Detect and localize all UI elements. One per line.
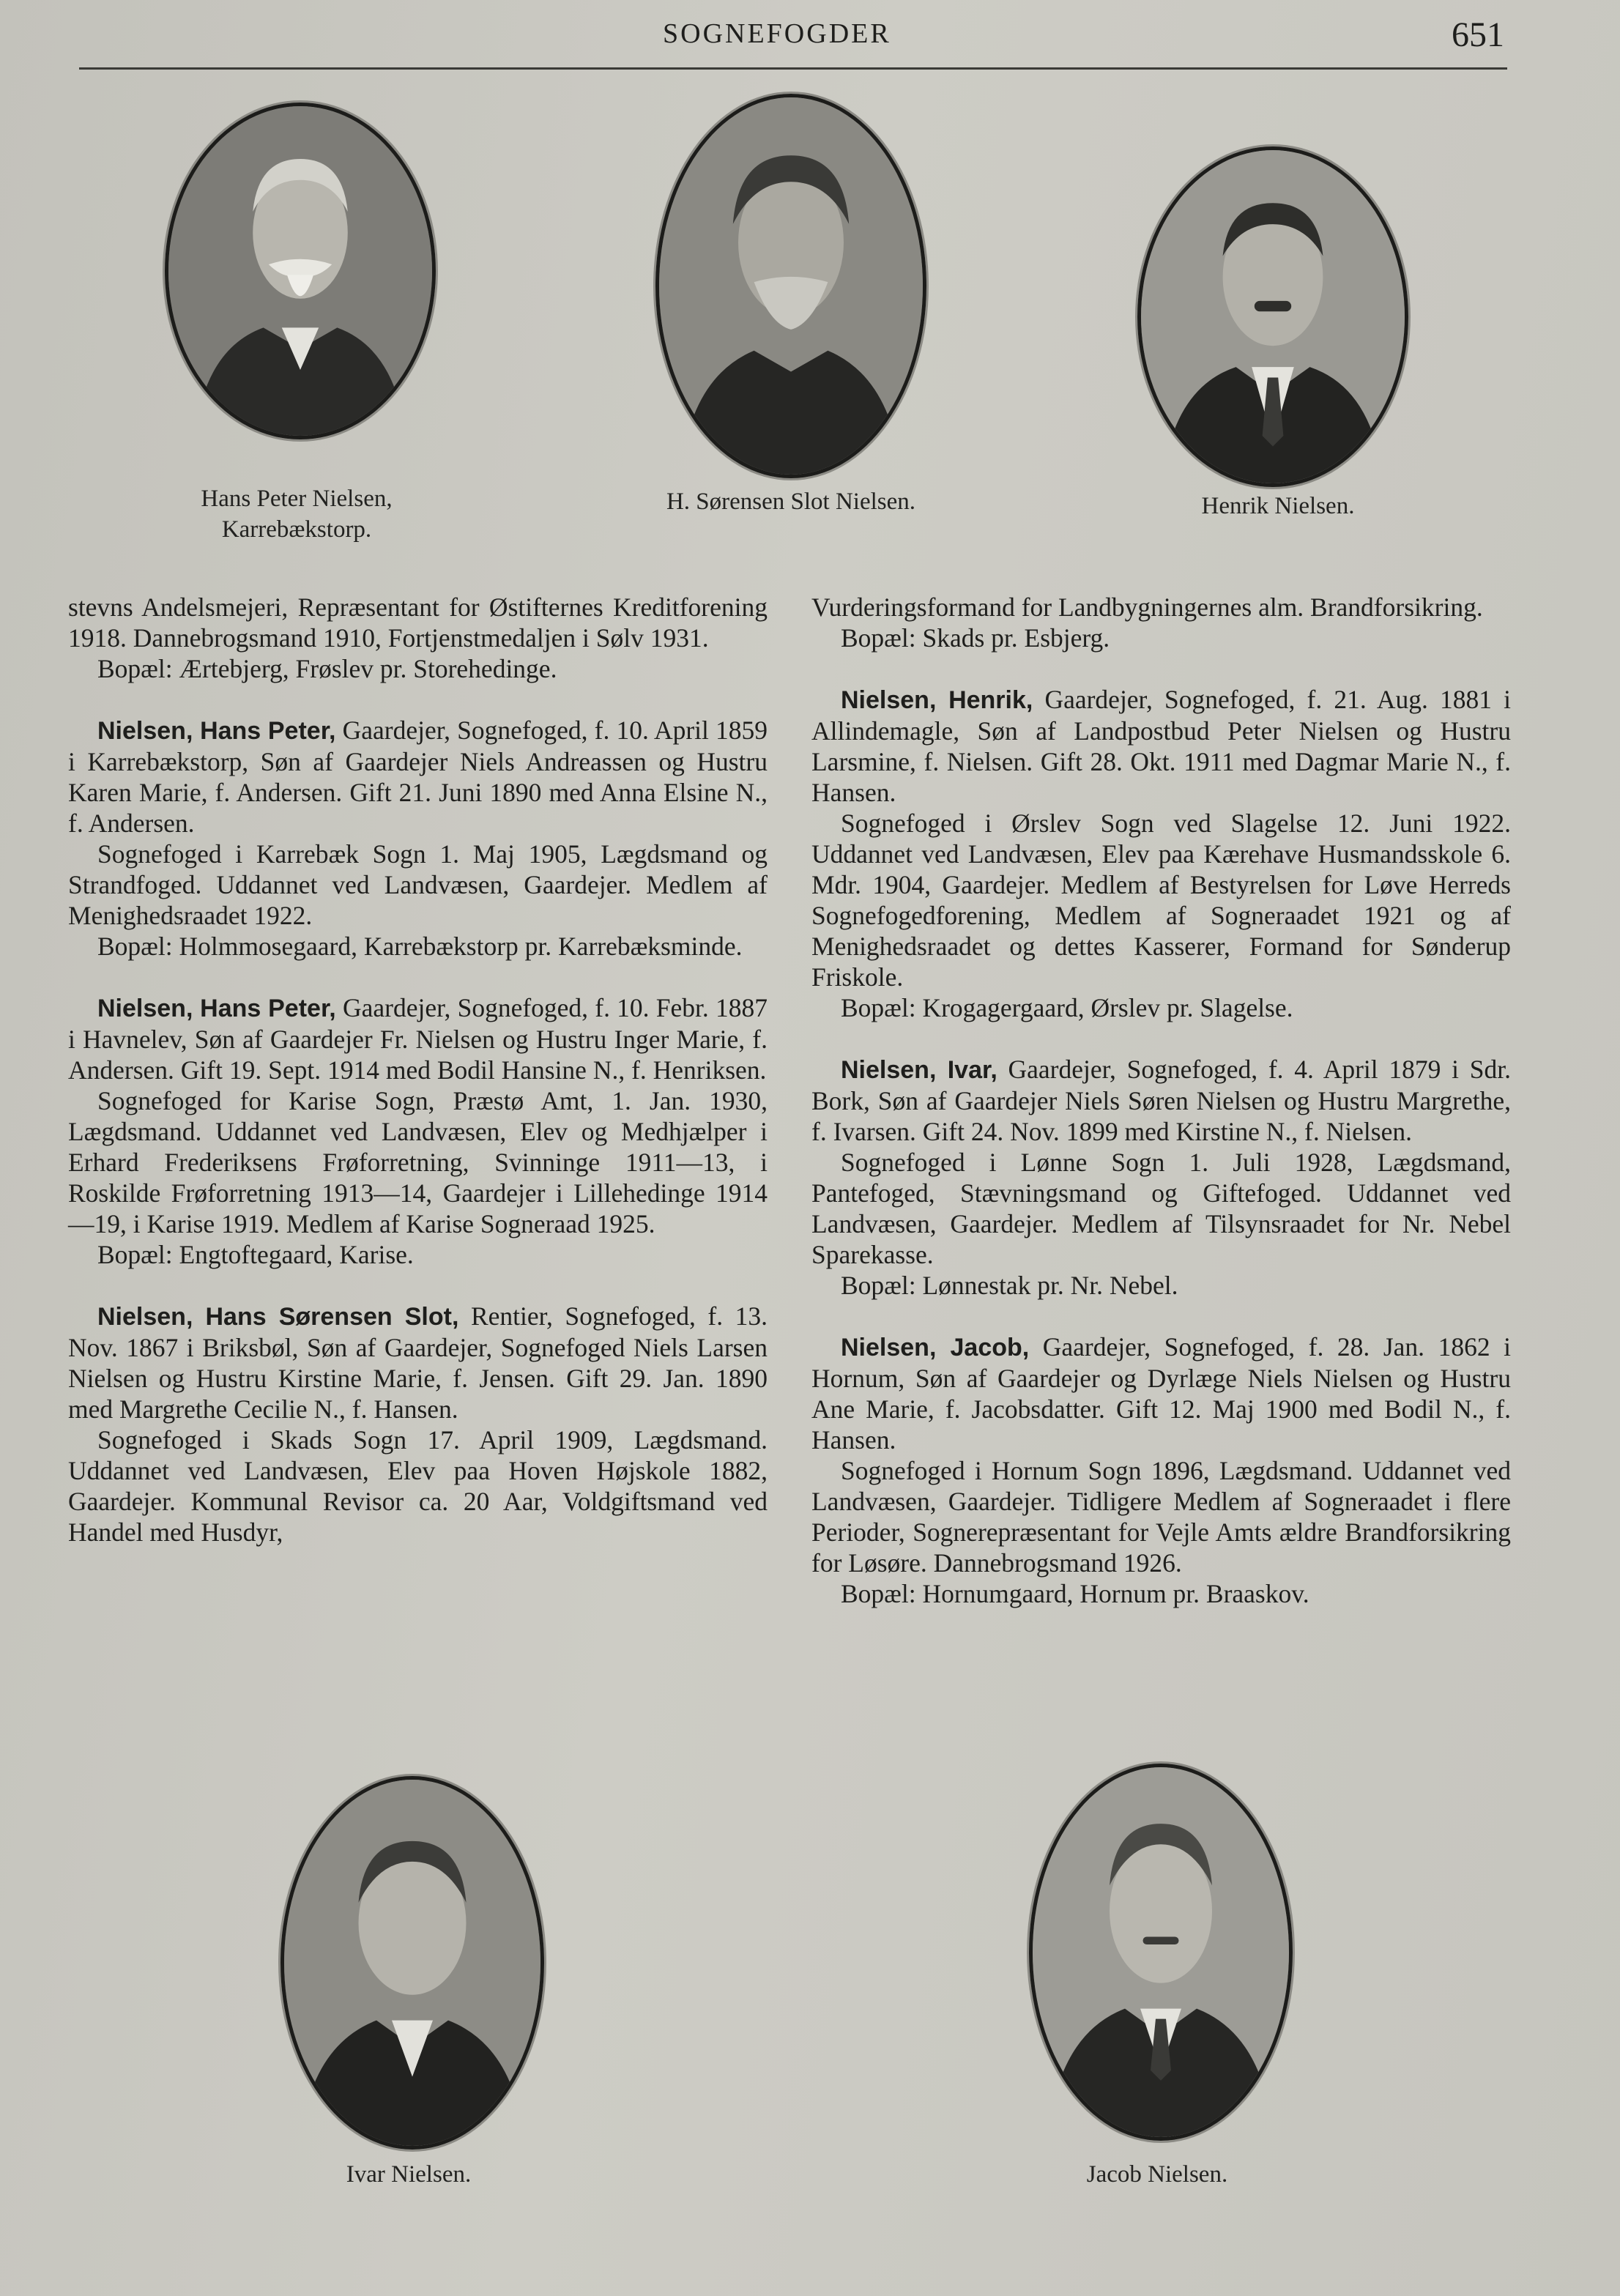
header-rule — [79, 67, 1507, 70]
portrait-caption-henrik-nielsen — [1124, 491, 1432, 521]
biography-entry — [68, 1301, 768, 1548]
entry-career: Sognefoged i Skads Sogn 17. April 1909, Lægdsmand. Uddannet ved Landvæsen, Elev paa Hoven Højskole 1882, Gaardejer. Kommunal Revisor ca. 20 Aar, Voldgiftsmand ved Handel med Husdyr, — [68, 1425, 768, 1547]
entry-address: Bopæl: Lønnestak pr. Nr. Nebel. — [841, 1271, 1178, 1300]
entry-career: Sognefoged for Karise Sogn, Præstø Amt, 1. Jan. 1930, Lægdsmand. Uddannet ved Landvæsen, Elev og Medhjælper i Erhard Frederiksens Frøforretning, Svinninge 1911—13, i Roskilde Frøforretning 1913—14, Gaardejer i Lillehedinge 1914—19, i Karise 1919. Medlem af Karise Sogneraad 1925. — [68, 1086, 768, 1238]
entry-career: Sognefoged i Lønne Sogn 1. Juli 1928, Lægdsmand, Pantefoged, Stævningsmand og Giftefoged. Uddannet ved Landvæsen, Gaardejer. Medlem af Tilsynsraadet for Nr. Nebel Sparekasse. — [811, 1148, 1511, 1269]
entry-intro — [68, 715, 768, 839]
entry-career: Sognefoged i Ørslev Sogn ved Slagelse 12. Juni 1922. Uddannet ved Landvæsen, Elev paa Kærehave Husmandsskole 6. Mdr. 1904, Gaardejer. Medlem af Bestyrelsen for Løve Herreds Sognefogedforening, Medlem af Sogneraadet 1921 og af Menighedsraadet og dettes Kasserer, Formand for Sønderup Friskole. — [811, 809, 1511, 992]
entry-name: Nielsen, Henrik, — [841, 686, 1033, 714]
caption-line: Karrebækstorp. — [221, 516, 372, 543]
biography-entry — [811, 684, 1511, 1023]
entry-name: Nielsen, Hans Sørensen Slot, — [97, 1303, 459, 1331]
entry-name: Nielsen, Hans Peter, — [97, 995, 336, 1022]
portrait-photo-h-sorensen-slot-nielsen — [655, 94, 926, 478]
biography-entry — [811, 1054, 1511, 1301]
entry-intro-text: Gaardejer, Sognefoged, f. 10. Febr. 1887 i Havnelev, Søn af Gaardejer Fr. Nielsen og Hustru Inger Marie, f. Andersen. Gift 19. Sept. 1914 med Bodil Hansine N., f. Henriksen. — [68, 993, 768, 1085]
portrait-photo-hans-peter-nielsen — [165, 103, 436, 439]
entry-name: Nielsen, Ivar, — [841, 1056, 997, 1084]
entry-address: Bopæl: Krogagergaard, Ørslev pr. Slagelse. — [841, 993, 1293, 1022]
caption-line: Ivar Nielsen. — [346, 2161, 472, 2188]
entry-intro-text: Gaardejer, Sognefoged, f. 10. April 1859 i Karrebækstorp, Søn af Gaardejer Niels Andreassen og Hustru Karen Marie, f. Andersen. Gift 21. Juni 1890 med Anna Elsine N., f. Andersen. — [68, 716, 768, 838]
entry-intro-text: Rentier, Sognefoged, f. 13. Nov. 1867 i Briksbøl, Søn af Gaardejer, Sognefoged Niels Larsen Nielsen og Hustru Kirstine Marie, f. Jensen. Gift 29. Jan. 1890 med Margrethe Cecilie N., f. Hansen. — [68, 1301, 768, 1424]
entry-name: Nielsen, Hans Peter, — [97, 717, 336, 745]
entry-intro-text: Gaardejer, Sognefoged, f. 21. Aug. 1881 i Allindemagle, Søn af Landpostbud Peter Nielsen og Hustru Larsmine, f. Nielsen. Gift 28. Okt. 1911 med Dagmar Marie N., f. Hansen. — [811, 685, 1511, 807]
entry-intro — [68, 992, 768, 1085]
portrait-caption-ivar-nielsen — [262, 2159, 555, 2190]
entry-name: Nielsen, Jacob, — [841, 1334, 1030, 1361]
portrait-caption-hans-peter-nielsen — [143, 483, 450, 545]
running-title: SOGNEFOGDER — [663, 18, 891, 49]
entry-address: Bopæl: Holmmosegaard, Karrebækstorp pr. Karrebæksminde. — [97, 932, 743, 961]
biography-entry — [68, 715, 768, 962]
continuation-text: stevns Andelsmejeri, Repræsentant for Østifternes Kreditforening 1918. Dannebrogsmand 1910, Fortjenstmedaljen i Sølv 1931. — [68, 592, 768, 653]
entry-intro — [811, 1331, 1511, 1455]
entry-address: Bopæl: Engtoftegaard, Karise. — [97, 1240, 414, 1269]
entry-career: Sognefoged i Karrebæk Sogn 1. Maj 1905, Lægdsmand og Strandfoged. Uddannet ved Landvæsen, Gaardejer. Medlem af Menighedsraadet 1922. — [68, 839, 768, 930]
entry-address: Bopæl: Hornumgaard, Hornum pr. Braaskov. — [841, 1579, 1309, 1608]
page-number: 651 — [1452, 15, 1504, 54]
right-column — [811, 592, 1511, 1609]
caption-line: Hans Peter Nielsen, — [201, 486, 393, 512]
continuation-text: Vurderingsformand for Landbygningernes alm. Brandforsikring. — [811, 592, 1483, 622]
portrait-caption-jacob-nielsen — [1011, 2159, 1304, 2190]
portrait-photo-jacob-nielsen — [1029, 1764, 1293, 2141]
entry-intro-text: Gaardejer, Sognefoged, f. 4. April 1879 i Sdr. Bork, Søn af Gaardejer Niels Søren Nielsen og Hustru Margrethe, f. Ivarsen. Gift 24. Nov. 1899 med Kirstine N., f. Nielsen. — [811, 1055, 1511, 1146]
continuation-address: Bopæl: Skads pr. Esbjerg. — [841, 623, 1110, 653]
caption-line: H. Sørensen Slot Nielsen. — [666, 488, 916, 515]
entry-intro — [811, 684, 1511, 808]
entry-intro-text: Gaardejer, Sognefoged, f. 28. Jan. 1862 i Hornum, Søn af Gaardejer og Dyrlæge Niels Nielsen og Hustru Ane Marie, f. Jacobsdatter. Gift 12. Maj 1900 med Bodil N., f. Hansen. — [811, 1332, 1511, 1454]
biography-entry — [68, 992, 768, 1270]
left-column — [68, 592, 768, 1548]
portrait-photo-henrik-nielsen — [1137, 146, 1408, 487]
entry-career: Sognefoged i Hornum Sogn 1896, Lægdsmand. Uddannet ved Landvæsen, Gaardejer. Tidligere Medlem af Sogneraadet i flere Perioder, Sognerepræsentant for Vejle Amts ældre Brandforsikring for Løsøre. Dannebrogsmand 1926. — [811, 1456, 1511, 1578]
portrait-caption-h-sorensen-slot-nielsen — [608, 486, 974, 517]
caption-line: Jacob Nielsen. — [1086, 2161, 1228, 2188]
caption-line: Henrik Nielsen. — [1201, 493, 1355, 519]
entry-intro — [68, 1301, 768, 1424]
entry-intro — [811, 1054, 1511, 1147]
portrait-photo-ivar-nielsen — [280, 1776, 544, 2150]
biography-entry — [811, 1331, 1511, 1609]
continuation-address: Bopæl: Ærtebjerg, Frøslev pr. Storehedinge. — [97, 654, 557, 683]
running-head — [0, 15, 1620, 59]
